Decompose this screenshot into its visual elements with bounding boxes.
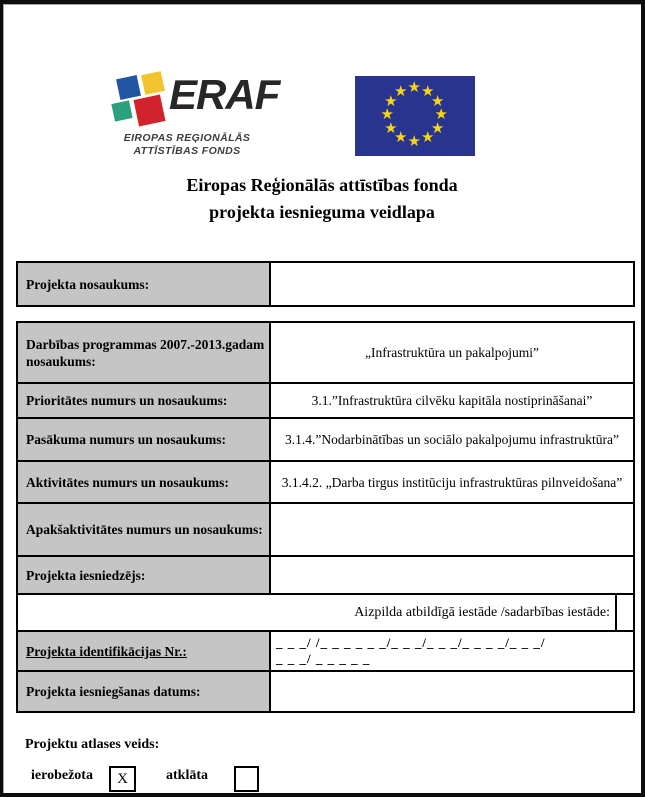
eraf-squares-icon	[111, 72, 173, 132]
eu-star-icon: ★	[394, 81, 408, 100]
field-value-pasakuma: 3.1.4.”Nodarbinātības un sociālo pakalpojumu infrastruktūra”	[284, 432, 620, 447]
field-value-projekta-iesniedzejs[interactable]	[271, 557, 633, 593]
field-label-aktivitates: Aktivitātes numurs un nosaukums:	[18, 462, 271, 502]
office-note-text: Aizpilda atbildīgā iestāde /sadarbības iestāde:	[18, 595, 617, 630]
page-title-line2: projekta iesnieguma veidlapa	[209, 202, 435, 222]
eraf-square-green-icon	[111, 100, 132, 121]
id-placeholder-line1: _ _ _/ /_ _ _ _ _ _/_ _ _/_ _ _/_ _ _ _/_ _ _/	[276, 635, 546, 650]
eu-star-icon: ★	[394, 128, 408, 147]
field-value-aktivitates: 3.1.4.2. „Darba tirgus institūciju infrastruktūras pilnveidošana”	[281, 474, 623, 490]
eraf-square-red-icon	[133, 94, 165, 126]
main-form-table	[16, 321, 635, 713]
row-apaksaktivitates	[18, 504, 633, 557]
field-label-projekta-iesniedzejs: Projekta iesniedzējs:	[18, 557, 271, 593]
row-pasakuma	[18, 419, 633, 462]
eu-star-icon: ★	[421, 81, 435, 100]
field-label-identifikacijas-nr	[18, 632, 271, 670]
row-prioritates	[18, 384, 633, 419]
eu-star-icon: ★	[384, 118, 398, 137]
field-label-prioritates: Prioritātes numurs un nosaukums:	[18, 384, 271, 417]
identifikacijas-nr-label-text: Projekta identifikācijas Nr.:	[26, 643, 187, 659]
eu-star-icon: ★	[421, 128, 435, 147]
eu-star-icon: ★	[407, 78, 421, 96]
eraf-logo-text: ERAF	[169, 71, 280, 118]
row-projekta-identifikacijas-nr	[18, 632, 633, 672]
option-atklata-label: atklāta	[166, 768, 208, 783]
eraf-logo	[109, 70, 280, 162]
eraf-logo-subtitle	[103, 132, 271, 158]
id-placeholder-line2: _ _ _/ _ _ _ _ _	[276, 651, 371, 666]
eraf-subtitle-line2: ATTĪSTĪBAS FONDS	[133, 145, 241, 157]
checkbox-ierobezota[interactable]	[109, 766, 136, 792]
selection-type-label: Projektu atlases veids:	[25, 737, 160, 752]
row-iesniegsanas-datums	[18, 672, 633, 711]
field-label-projekta-nosaukums: Projekta nosaukums:	[18, 263, 271, 305]
eraf-square-blue-icon	[116, 75, 141, 100]
field-label-pasakuma: Pasākuma numurs un nosaukums:	[18, 419, 271, 460]
eu-star-icon: ★	[380, 105, 394, 123]
eu-star-icon: ★	[430, 91, 445, 110]
office-note-side-cell	[617, 595, 633, 630]
page-title	[3, 172, 641, 226]
eraf-square-yellow-icon	[141, 71, 165, 95]
eu-star-icon: ★	[430, 118, 445, 137]
eraf-subtitle-line1: EIROPAS REĢIONĀLĀS	[123, 132, 251, 144]
eu-star-icon: ★	[434, 105, 448, 123]
field-value-identifikacijas-nr[interactable]	[271, 632, 633, 670]
row-projekta-nosaukums	[18, 263, 633, 305]
eu-flag	[355, 76, 475, 156]
field-value-projekta-nosaukums[interactable]	[271, 263, 633, 305]
field-value-darbibas-programma: „Infrastruktūra un pakalpojumi”	[365, 345, 539, 360]
field-value-apaksaktivitates[interactable]	[271, 504, 633, 555]
row-office-note	[18, 595, 633, 632]
option-ierobezota-label: ierobežota	[31, 768, 93, 783]
field-value-iesniegsanas-datums[interactable]	[271, 672, 633, 711]
row-projekta-iesniedzejs	[18, 557, 633, 595]
eu-star-icon: ★	[407, 132, 421, 150]
page-title-line1: Eiropas Reģionālās attīstības fonda	[186, 175, 458, 195]
field-label-darbibas-programma: Darbības programmas 2007.-2013.gadam nosaukums:	[18, 323, 271, 382]
checkbox-ierobezota-mark: X	[117, 770, 128, 787]
row-darbibas-programma	[18, 323, 633, 384]
field-value-prioritates: 3.1.”Infrastruktūra cilvēku kapitāla nostiprināšanai”	[311, 393, 593, 408]
row-aktivitates	[18, 462, 633, 504]
eu-star-icon: ★	[384, 91, 398, 110]
project-name-table	[16, 261, 635, 307]
checkbox-atklata[interactable]	[234, 766, 259, 792]
field-label-apaksaktivitates: Apakšaktivitātes numurs un nosaukums:	[18, 504, 271, 555]
field-label-iesniegsanas-datums: Projekta iesniegšanas datums:	[18, 672, 271, 711]
